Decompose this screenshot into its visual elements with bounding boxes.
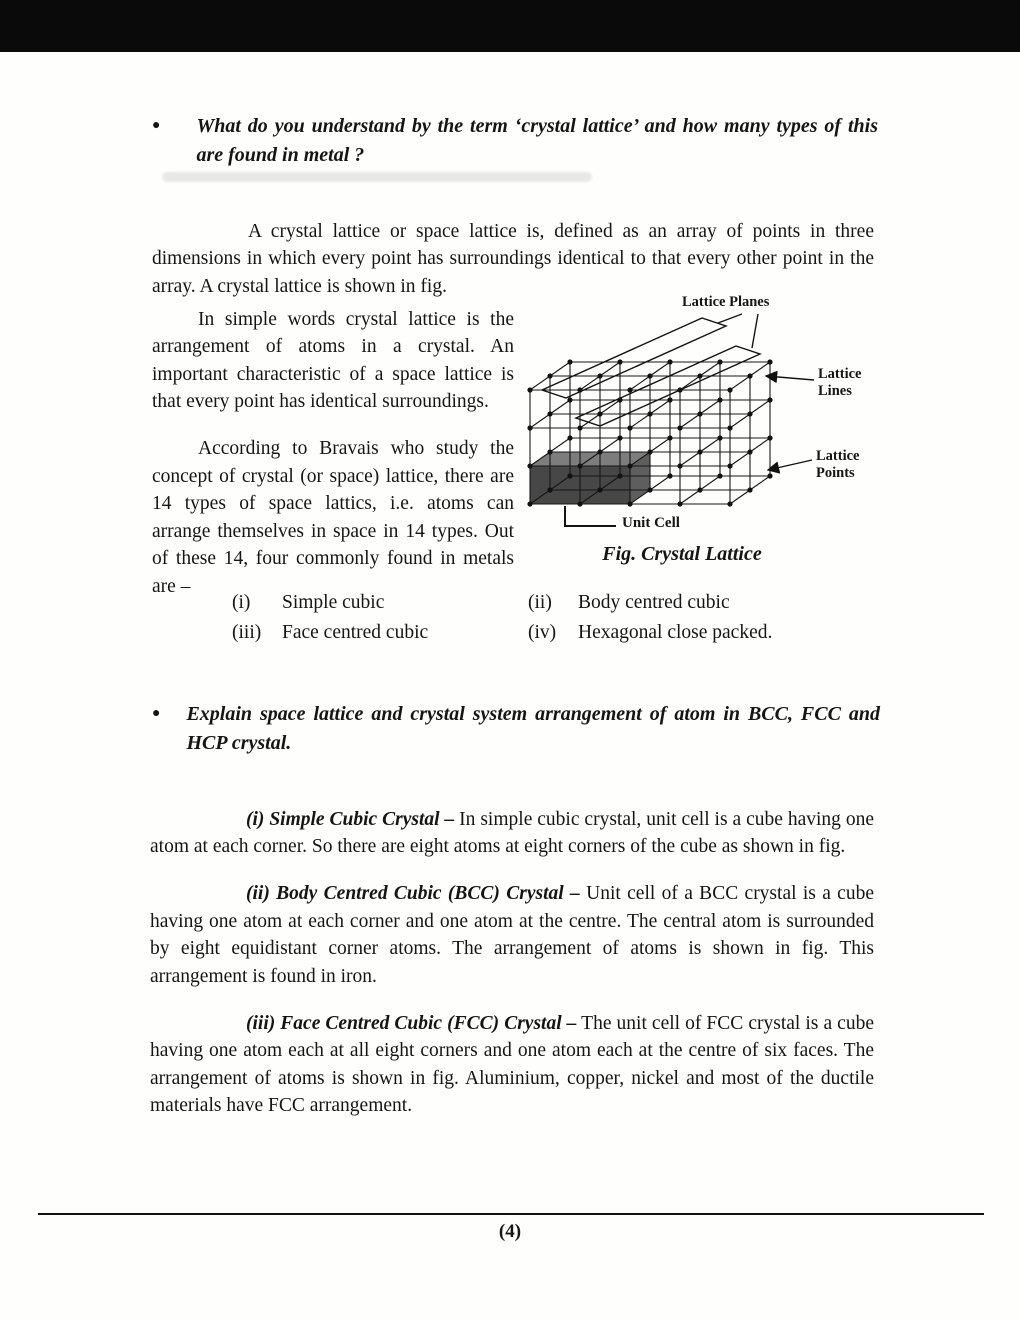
list-row [232, 592, 892, 622]
label-lattice-planes: Lattice Planes [682, 294, 770, 310]
footer-rule [38, 1213, 984, 1215]
label-unit-cell: Unit Cell [622, 515, 680, 531]
section-heading: (ii) Body Centred Cubic (BCC) Crystal – [246, 883, 580, 904]
section-bcc [150, 880, 874, 990]
section-body: In simple cubic crystal, unit cell is a cube having one atom at each corner. So there are eight atoms at eight corners of the cube as shown in fig. [150, 808, 874, 857]
lattice-planes-shapes [542, 318, 760, 426]
scan-artifact-top-bar [0, 0, 1020, 52]
list-item: Body centred cubic [578, 592, 730, 613]
list-item: Face centred cubic [282, 622, 429, 643]
section-simple-cubic [150, 806, 874, 861]
intro-paragraph: A crystal lattice or space lattice is, defined as an array of points in three dimensions in which every point has surroundings identical to that every other point in the array. A crystal lattice is shown in fig. [152, 220, 874, 297]
scan-artifact-smudge [162, 172, 592, 182]
lattice-drawing [512, 290, 884, 540]
question-2-text: Explain space lattice and crystal system arrangement of atom in BCC, FCC and HCP crystal. [186, 703, 880, 754]
question-2 [152, 700, 880, 757]
question-1 [152, 112, 878, 169]
bullet-icon: ● [152, 118, 161, 133]
left-text-column [152, 286, 514, 620]
list-row [232, 622, 892, 652]
list-item: Simple cubic [282, 592, 385, 613]
list-marker: (iii) [232, 622, 262, 643]
paragraph-simple-words: In simple words crystal lattice is the arrangement of atoms in a crystal. An important characteristic of a space lattice is that every point has identical surroundings. [152, 308, 514, 412]
label-lattice-lines: Lattice Lines [818, 366, 862, 399]
crystal-lattice-figure [512, 290, 884, 590]
list-marker: (ii) [528, 592, 552, 613]
question-1-text: What do you understand by the term ‘crystal lattice’ and how many types of this are found in metal ? [196, 115, 878, 166]
section-fcc [150, 1010, 874, 1120]
paragraph-bravais: According to Bravais who study the concept of crystal (or space) lattice, there are 14 types of space lattics, i.e. atoms can arrange themselves in space in 14 types. Out of these 14, four commonly found in metals are – [152, 438, 514, 597]
unit-cell-shading [530, 452, 650, 504]
page-number: (4) [498, 1221, 522, 1242]
figure-caption: Fig. Crystal Lattice [602, 543, 762, 565]
lattice-types-list [232, 592, 892, 652]
section-heading: (i) Simple Cubic Crystal – [246, 808, 455, 830]
answer-sections [150, 786, 874, 1139]
list-item: Hexagonal close packed. [578, 622, 773, 643]
bullet-icon: ● [152, 706, 161, 721]
section-body: The unit cell of FCC crystal is a cube having one atom each at all eight corners and one atom each at the centre of six faces. The arrangement of atoms is shown in fig. Aluminium, copper, nickel and most of the ductile materials have FCC arrangement. [150, 1012, 874, 1116]
section-heading: (iii) Face Centred Cubic (FCC) Crystal – [246, 1012, 577, 1034]
list-marker: (iv) [528, 622, 557, 643]
section-body: Unit cell of a BCC crystal is a cube having one atom at each corner and one atom at the centre. The central atom is surrounded by eight equidistant corner atoms. The arrangement of atoms is shown in fig. This arrangement is found in iron. [150, 883, 874, 987]
list-marker: (i) [232, 592, 251, 613]
label-lattice-points: Lattice Points [816, 448, 860, 481]
